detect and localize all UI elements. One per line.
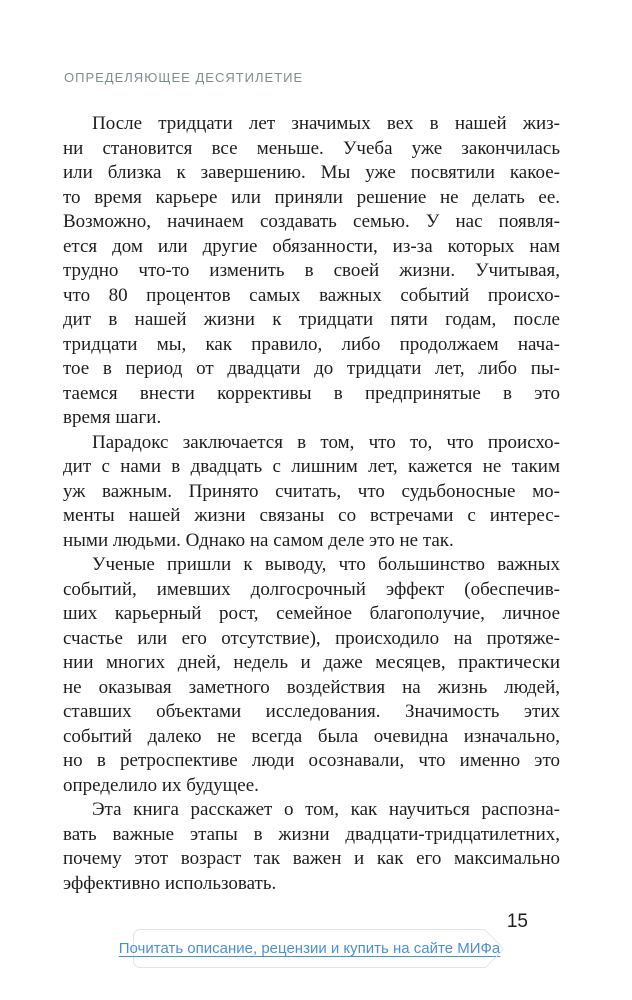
text-line: дит в нашей жизни к тридцати пяти годам, после xyxy=(63,309,560,330)
text-line: что 80 процентов самых важных событий происхо- xyxy=(63,284,560,306)
store-link-banner xyxy=(118,929,501,968)
store-link[interactable]: Почитать описание, рецензии и купить на сайте МИФа xyxy=(118,940,501,957)
text-line: дит с нами в двадцать с лишним лет, кажется не таким xyxy=(63,456,560,477)
text-line: не оказывая заметного воздействия на жизнь людей, xyxy=(63,676,560,698)
text-line: уж важным. Принято считать, что судьбоносные мо- xyxy=(63,480,560,502)
text-line: таемся внести коррективы в предпринятые в это xyxy=(63,382,560,404)
text-line: почему этот возраст так важен и как его максимально xyxy=(63,848,560,869)
paragraph xyxy=(63,798,560,896)
text-line: но в ретроспективе люди осознавали, что именно это xyxy=(63,750,560,771)
text-line: определило их будущее. xyxy=(63,774,259,796)
paragraph xyxy=(63,112,560,431)
text-line: нии многих дней, недель и даже месяцев, практически xyxy=(63,652,560,673)
text-line: счастье или его отсутствие), происходило на протяже- xyxy=(63,627,560,649)
text-line: ни становится все меньше. Учеба уже закончилась xyxy=(63,137,560,159)
text-line: вать важные этапы в жизни двадцати-тридцатилетних, xyxy=(63,823,560,845)
text-line: Ученые пришли к выводу, что большинство важных xyxy=(92,554,560,575)
body-text xyxy=(63,112,560,896)
text-line: Парадокс заключается в том, что то, что происхо- xyxy=(92,431,560,453)
text-line: событий далеко не всегда была очевидна изначально, xyxy=(63,725,560,747)
paragraph xyxy=(63,431,560,554)
paragraph xyxy=(63,553,560,798)
text-line: Эта книга расскажет о том, как научиться распозна- xyxy=(92,799,560,820)
text-line: событий, имевших долгосрочный эффект (обеспечив- xyxy=(63,578,560,600)
text-line: Возможно, начинаем создавать семью. У нас появля- xyxy=(63,211,560,232)
text-line: ется дом или другие обязанности, из-за которых нам xyxy=(63,235,560,257)
text-line: менты нашей жизни связаны со встречами с интерес- xyxy=(63,505,560,526)
text-line: После тридцати лет значимых вех в нашей жиз- xyxy=(92,113,560,134)
text-line: ставших объектами исследования. Значимость этих xyxy=(63,701,560,722)
running-head: ОПРЕДЕЛЯЮЩЕЕ ДЕСЯТИЛЕТИЕ xyxy=(64,70,304,85)
text-line: тридцати мы, как правило, либо продолжаем нача- xyxy=(63,333,560,355)
text-line: время шаги. xyxy=(63,407,162,428)
page-number: 15 xyxy=(506,911,528,932)
text-line: тое в период от двадцати до тридцати лет, либо пы- xyxy=(63,358,560,379)
text-line: эффективно использовать. xyxy=(63,872,277,894)
text-line: ших карьерный рост, семейное благополучие, личное xyxy=(63,603,560,624)
text-line: ными людьми. Однако на самом деле это не так. xyxy=(63,529,454,551)
text-line: трудно что-то изменить в своей жизни. Учитывая, xyxy=(63,260,560,281)
text-line: то время карьере или приняли решение не делать ее. xyxy=(63,186,560,208)
text-line: или близка к завершению. Мы уже посвятили какое- xyxy=(63,162,560,183)
